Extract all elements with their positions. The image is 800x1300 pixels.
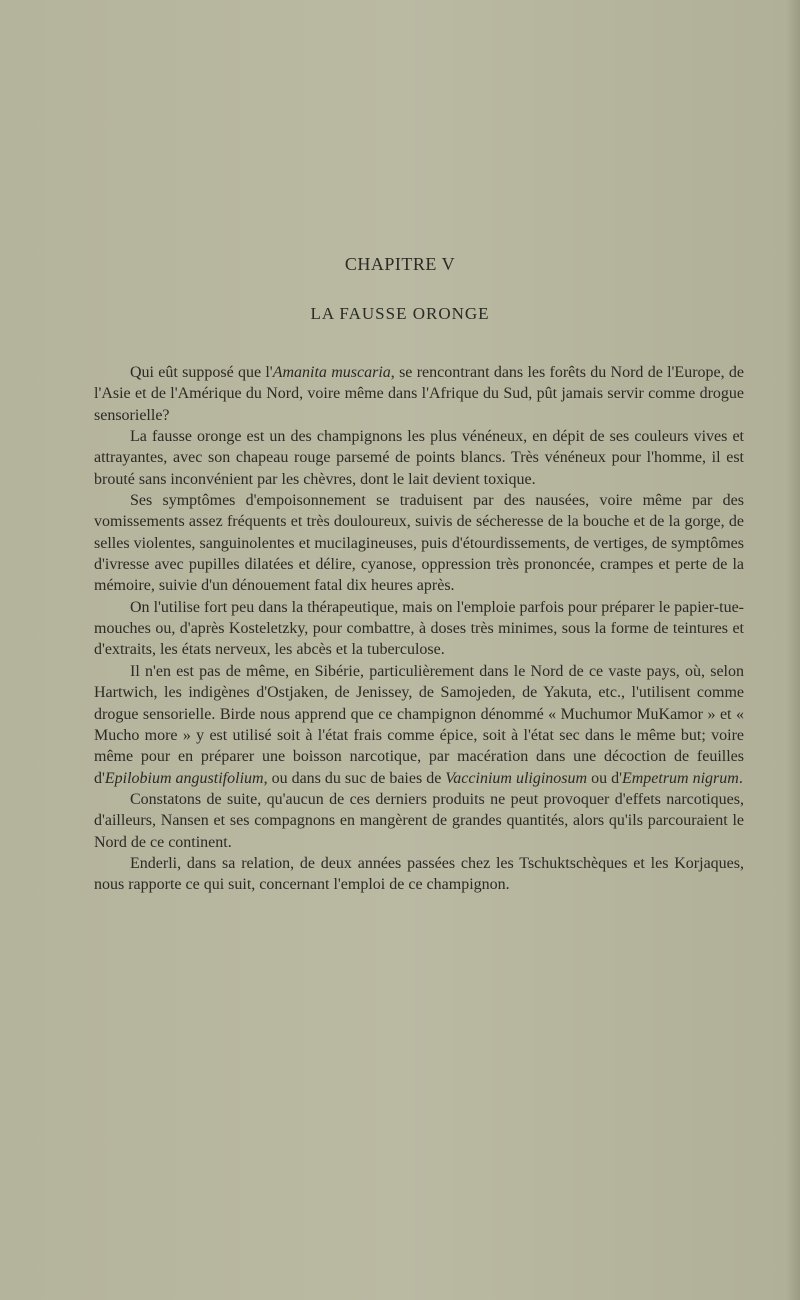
text-run: Il n'en est pas de même, en Sibérie, particulièrement dans le Nord de ce vaste pays, où, selon Hartwich, les indigènes d'Ostjaken, de Jenissey, de Samojeden, de Yakuta, etc., l'utilisent comme drogue sensorielle. Birde nous apprend que ce champignon dénommé « Muchumor MuKamor » et « Mucho more » y est utilisé soit à l'état frais comme épice, soit à l'état sec dans le même but; voire même pour en préparer une boisson narcotique, par macération dans une décoction de feuilles d' <box>94 662 744 787</box>
italic-term: Vaccinium uliginosum <box>445 769 588 787</box>
italic-term: Epilobium angustifolium <box>104 769 264 787</box>
text-run: ou d' <box>587 769 622 787</box>
text-run: Enderli, dans sa relation, de deux années passées chez les Tschuktschèques et les Korjaques, nous rapporte ce qui suit, concernant l'emploi de ce champignon. <box>94 854 744 894</box>
text-run: Constatons de suite, qu'aucun de ces derniers produits ne peut provoquer d'effets narcotiques, d'ailleurs, Nansen et ses compagnons en mangèrent de grandes quantités, alors qu'ils parcouraient le Nord de ce continent. <box>94 790 744 851</box>
paragraph-4 <box>94 597 744 661</box>
text-run: La fausse oronge est un des champignons les plus vénéneux, en dépit de ses couleurs vives et attrayantes, avec son chapeau rouge parsemé de points blancs. Très vénéneux pour l'homme, il est brouté sans inconvénient par les chèvres, dont le lait devient toxique. <box>94 428 744 488</box>
chapter-heading: CHAPITRE V <box>344 254 456 274</box>
text-run: . <box>738 769 743 787</box>
text-run: , ou dans du suc de baies de <box>263 769 446 787</box>
text-run: Qui eût supposé que l' <box>130 364 273 381</box>
paragraph-7 <box>94 853 744 896</box>
chapter-title: LA FAUSSE ORONGE <box>310 304 490 323</box>
body-text <box>94 362 744 896</box>
paragraph-2 <box>94 426 744 490</box>
paragraph-6 <box>94 789 744 853</box>
paragraph-5 <box>94 661 744 789</box>
text-run: On l'utilise fort peu dans la thérapeutique, mais on l'emploie parfois pour préparer le papier-tue-mouches ou, d'après Kosteletzky, pour combattre, à doses très minimes, sous la forme de teintures et d'extraits, les états nerveux, les abcès et la tuberculose. <box>94 598 744 659</box>
paragraph-3 <box>94 490 744 597</box>
italic-term: Amanita muscaria <box>272 364 391 381</box>
text-run: , se rencontrant dans les forêts du Nord de l'Europe, de l'Asie et de l'Amérique du Nord, voire même dans l'Afrique du Sud, pût jamais servir comme drogue sensorielle? <box>94 364 745 424</box>
paragraph-1 <box>94 362 744 426</box>
italic-term: Empetrum nigrum <box>621 769 739 787</box>
text-run: Ses symptômes d'empoisonnement se traduisent par des nausées, voire même par des vomissements assez fréquents et très douloureux, suivis de sécheresse de la bouche et de la gorge, de selles violentes, sanguinolentes et mucilagineuses, puis d'étourdissements, de vertiges, de symptômes d'ivresse avec pupilles dilatées et délire, cyanose, oppression très prononcée, crampes et perte de la mémoire, suivie d'un dénouement fatal dix heures après. <box>94 492 744 595</box>
